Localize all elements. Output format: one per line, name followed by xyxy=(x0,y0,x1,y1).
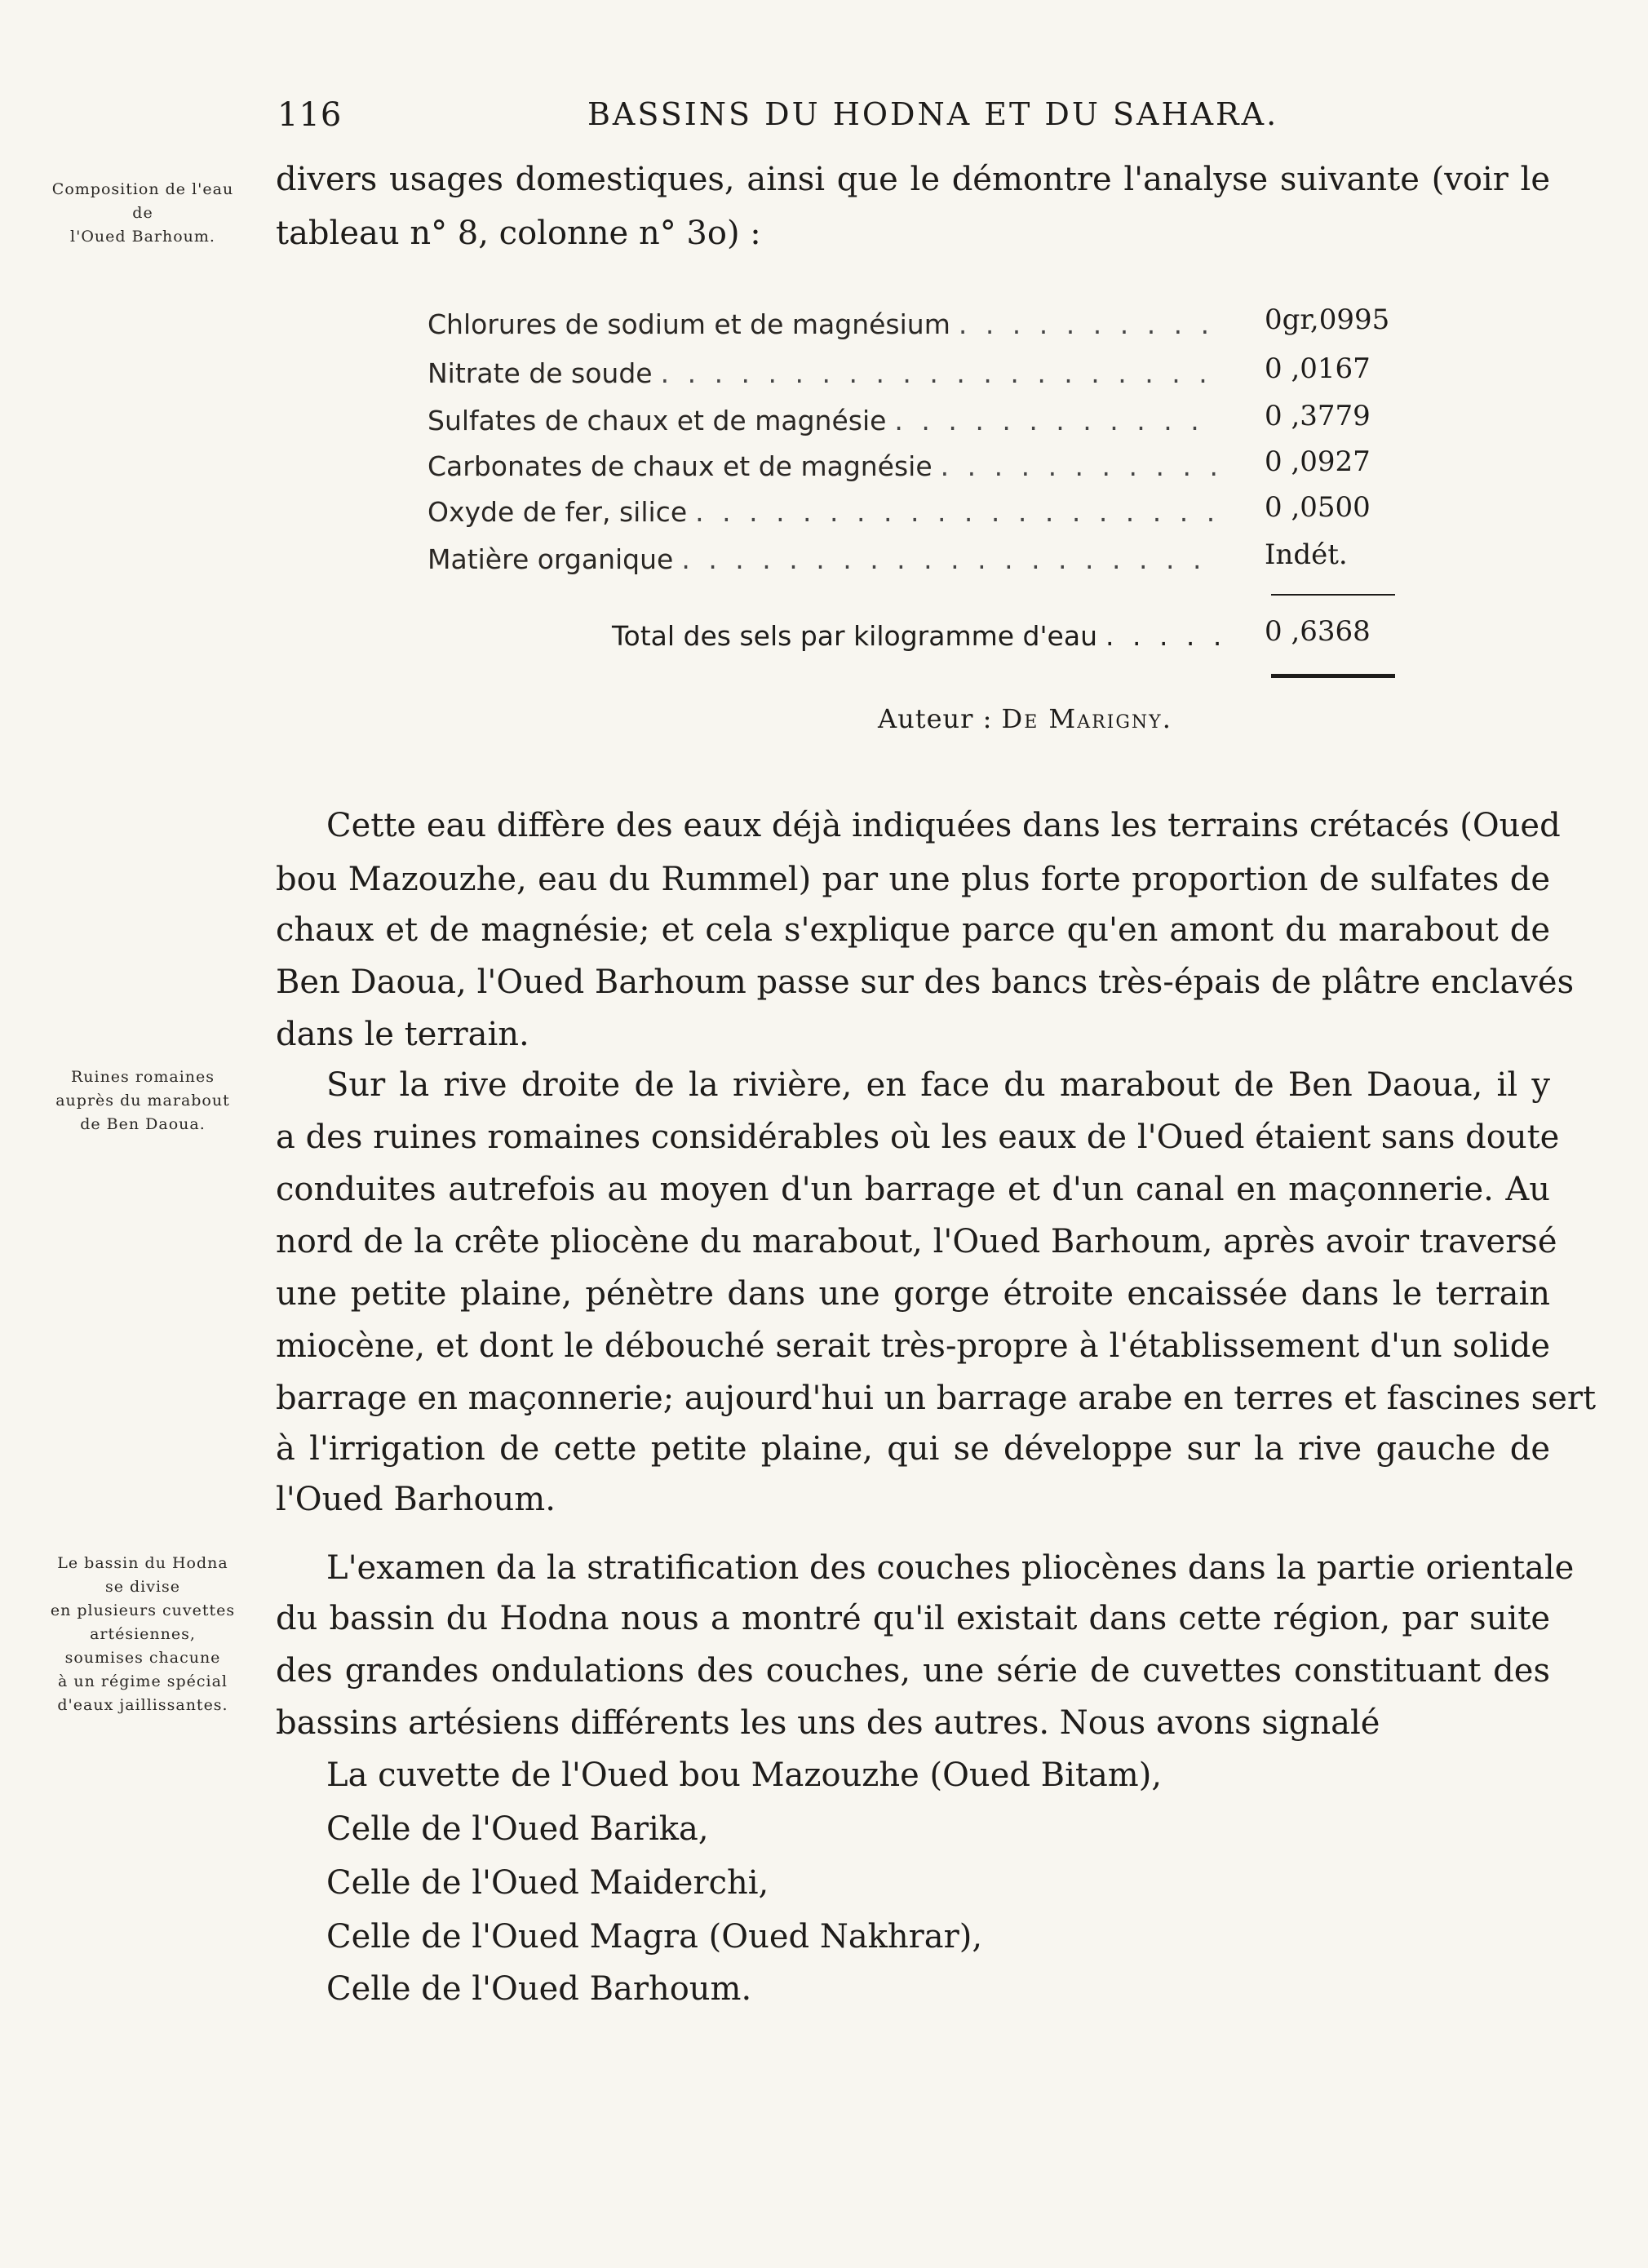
intro-line: divers usages domestiques, ainsi que le démontre l'analyse suivante (voir le xyxy=(276,161,1550,198)
author-name: De Marigny. xyxy=(1001,703,1172,734)
analysis-value: 0 ,3779 xyxy=(1265,400,1371,432)
leader-dots xyxy=(894,405,1219,436)
analysis-row xyxy=(428,405,1227,445)
margin-note-line: se divise xyxy=(104,1578,181,1596)
total-rule-bottom xyxy=(1271,674,1395,678)
margin-note-line: Le bassin du Hodna xyxy=(57,1554,228,1572)
paragraph-line: Sur la rive droite de la rivière, en face du marabout de Ben Daoua, il y xyxy=(326,1066,1550,1104)
leader-dots xyxy=(941,450,1219,482)
paragraph-line: a des ruines romaines considérables où les eaux de l'Oued étaient sans doute xyxy=(276,1118,1560,1156)
paragraph-line: l'Oued Barhoum. xyxy=(276,1481,556,1518)
margin-note-line: artésiennes, xyxy=(90,1625,196,1643)
author-label: Auteur : xyxy=(878,703,993,734)
leader-dots xyxy=(1105,620,1240,652)
list-item: Celle de l'Oued Maiderchi, xyxy=(326,1864,769,1902)
paragraph-line: bassins artésiens différents les uns des autres. Nous avons signalé xyxy=(276,1704,1380,1742)
analysis-label: Sulfates de chaux et de magnésie xyxy=(428,405,887,436)
list-item: La cuvette de l'Oued bou Mazouzhe (Oued Bitam), xyxy=(326,1756,1163,1794)
analysis-row xyxy=(428,308,1227,349)
paragraph-line: Ben Daoua, l'Oued Barhoum passe sur des bancs très-épais de plâtre enclavés xyxy=(276,963,1575,1001)
leader-dots xyxy=(959,308,1219,340)
analysis-label: Chlorures de sodium et de magnésium xyxy=(428,308,950,340)
margin-note-line: Ruines romaines xyxy=(70,1068,215,1086)
total-row xyxy=(612,620,1240,661)
paragraph-line: bou Mazouzhe, eau du Rummel) par une plus forte proportion de sulfates de xyxy=(276,861,1550,898)
paragraph-line: miocène, et dont le débouché serait très-propre à l'établissement d'un solide xyxy=(276,1327,1550,1365)
analysis-value: 0 ,0927 xyxy=(1265,445,1371,478)
margin-note-line: de xyxy=(132,204,153,222)
paragraph-line: Cette eau diffère des eaux déjà indiquées dans les terrains crétacés (Oued xyxy=(326,807,1561,844)
paragraph-line: conduites autrefois au moyen d'un barrage et d'un canal en maçonnerie. Au xyxy=(276,1171,1550,1208)
paragraph-line: une petite plaine, pénètre dans une gorge étroite encaissée dans le terrain xyxy=(276,1275,1550,1313)
author-credit xyxy=(878,703,1172,734)
page-number: 116 xyxy=(277,96,343,134)
total-label: Total des sels par kilogramme d'eau xyxy=(612,620,1097,652)
paragraph-line: barrage en maçonnerie; aujourd'hui un barrage arabe en terres et fascines sert xyxy=(276,1380,1597,1417)
total-value: 0 ,6368 xyxy=(1265,615,1371,648)
margin-note-line: Composition de l'eau xyxy=(51,180,234,198)
paragraph-line: L'examen da la stratification des couches pliocènes dans la partie orientale xyxy=(326,1549,1575,1587)
paragraph-line: des grandes ondulations des couches, une série de cuvettes constituant des xyxy=(276,1652,1550,1690)
leader-dots xyxy=(661,357,1219,389)
analysis-row xyxy=(428,543,1227,584)
analysis-row xyxy=(428,357,1227,398)
analysis-label: Carbonates de chaux et de magnésie xyxy=(428,450,933,482)
margin-note-line: en plusieurs cuvettes xyxy=(50,1601,236,1619)
paragraph-line: du bassin du Hodna nous a montré qu'il existait dans cette région, par suite xyxy=(276,1600,1550,1637)
paragraph-line: chaux et de magnésie; et cela s'explique parce qu'en amont du marabout de xyxy=(276,911,1550,949)
list-item: Celle de l'Oued Barhoum. xyxy=(326,1970,752,2008)
analysis-label: Matière organique xyxy=(428,543,674,575)
margin-note-line: soumises chacune xyxy=(64,1649,221,1667)
analysis-row xyxy=(428,450,1227,491)
margin-note-line: à un régime spécial xyxy=(57,1672,228,1690)
total-rule-top xyxy=(1271,594,1395,596)
paragraph-line: dans le terrain. xyxy=(276,1016,529,1053)
margin-note-line: de Ben Daoua. xyxy=(80,1115,206,1133)
analysis-label: Nitrate de soude xyxy=(428,357,653,389)
margin-note-line: d'eaux jaillissantes. xyxy=(57,1696,228,1714)
analysis-value: 0gr,0995 xyxy=(1265,303,1390,336)
running-head: BASSINS DU HODNA ET DU SAHARA. xyxy=(587,96,1279,132)
leader-dots xyxy=(681,543,1219,575)
analysis-row xyxy=(428,496,1227,537)
margin-note-ruines xyxy=(24,1065,261,1136)
margin-note-bassin xyxy=(24,1552,261,1717)
paragraph-line: à l'irrigation de cette petite plaine, qui se développe sur la rive gauche de xyxy=(276,1430,1550,1468)
intro-line: tableau n° 8, colonne n° 3o) : xyxy=(276,215,761,252)
margin-note-line: l'Oued Barhoum. xyxy=(70,228,215,246)
leader-dots xyxy=(695,496,1219,528)
analysis-label: Oxyde de fer, silice xyxy=(428,496,688,528)
analysis-value: 0 ,0500 xyxy=(1265,491,1371,524)
paragraph-line: nord de la crête pliocène du marabout, l'Oued Barhoum, après avoir traversé xyxy=(276,1223,1557,1260)
margin-note-line: auprès du marabout xyxy=(55,1092,230,1110)
analysis-value: Indét. xyxy=(1265,538,1348,571)
analysis-value: 0 ,0167 xyxy=(1265,352,1371,385)
list-item: Celle de l'Oued Magra (Oued Nakhrar), xyxy=(326,1918,983,1956)
margin-note-composition xyxy=(24,178,261,249)
list-item: Celle de l'Oued Barika, xyxy=(326,1810,709,1848)
